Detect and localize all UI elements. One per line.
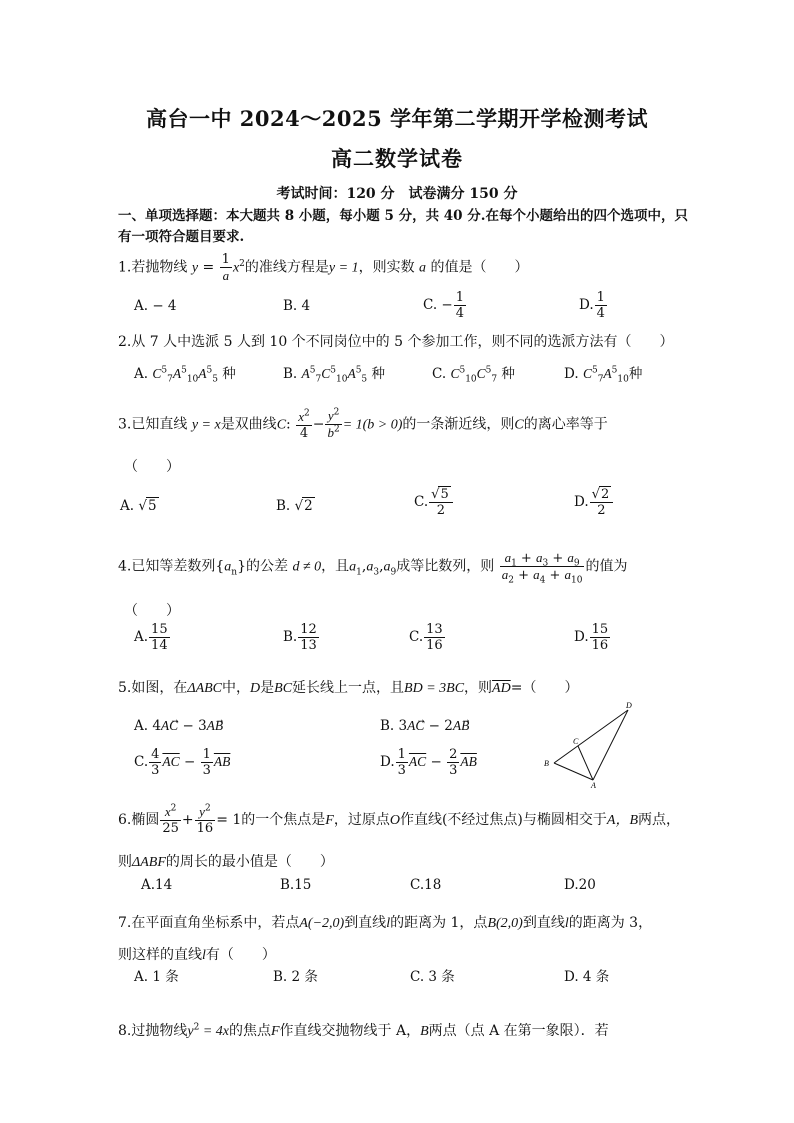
q4-option-d[interactable]: D. $\frac{15}{16}$ xyxy=(574,622,609,653)
q1-option-d[interactable]: D. $\frac{1}{4}$ xyxy=(579,290,605,321)
section-heading: 一、单项选择题：本大题共 8 小题，每小题 5 分，共 40 分.在每个小题给出的四个选项中，只有一项符合题目要求. xyxy=(118,208,688,245)
q4-option-b[interactable]: B. $\frac{12}{13}$ xyxy=(283,622,317,653)
q7-option-b[interactable]: B. 2 条 xyxy=(273,969,318,985)
q1-fraction: $\frac{1}{a}$ xyxy=(221,252,230,283)
q5-option-c[interactable]: C. $\frac{4}{3}$ $\overline{AC}$ − $\frac{1}{3}$ $\overline{AB}$ xyxy=(134,747,231,778)
q5-option-d[interactable]: D. $\frac{1}{3}$ $\overline{AC}$ − $\frac{2}{3}$ $\overline{AB}$ xyxy=(380,747,477,778)
q1-option-b[interactable]: B. 4 xyxy=(283,298,311,314)
segment-bd xyxy=(554,710,628,763)
q1-option-a[interactable]: A. − 4 xyxy=(134,298,177,314)
question-4: 4.已知等差数列$\{a_n\}$的公差 d ≠ 0，且$a_1,a_3,a_9$成等比数列，则 $\frac{a_1 + a_3 + a_9}{a_2 + a_4 + a_{10}}$ 的值为 xyxy=(118,550,628,586)
q4-option-c[interactable]: C. $\frac{13}{16}$ xyxy=(409,622,443,653)
q6-option-b[interactable]: B.15 xyxy=(280,877,312,893)
q7-option-c[interactable]: C. 3 条 xyxy=(410,969,455,985)
q2-option-c[interactable]: C. $C^5_{10}C^5_7$ 种 xyxy=(432,365,515,385)
triangle-figure xyxy=(540,700,640,790)
q3-option-c[interactable]: C. $\frac{√5}{2}$ xyxy=(414,487,454,518)
q2-option-b[interactable]: B. $A^5_7C^5_{10}A^5_5$ 种 xyxy=(283,365,385,385)
question-5: 5.如图，在ΔABC中，D是BC延长线上一点，且BD = 3BC，则$\overline{AD}=$（ ） xyxy=(118,680,579,696)
exam-subtitle: 高二数学试卷 xyxy=(331,146,463,171)
question-6: 6.椭圆 $\frac{x^2}{25}$ + $\frac{y^2}{16}$ = 1的一个焦点是F，过原点O作直线(不经过焦点)与椭圆相交于A，B两点， xyxy=(118,803,681,836)
q3-option-b[interactable]: B. √2 xyxy=(276,498,313,514)
q6-option-a[interactable]: A.14 xyxy=(141,877,173,893)
question-2: 2.从 7 人中选派 5 人到 10 个不同岗位中的 5 个参加工作，则不同的选派方法有（ ） xyxy=(118,334,674,350)
q3-option-d[interactable]: D. $\frac{√2}{2}$ xyxy=(574,487,614,518)
q3-option-a[interactable]: A. √5 xyxy=(120,498,157,514)
question-7-line-2: 则这样的直线l有（ ） xyxy=(118,947,276,963)
label-a: A xyxy=(591,781,596,790)
question-7: 7.在平面直角坐标系中，若点A(−2,0)到直线l的距离为 1，点B(2,0)到直线l的距离为 3， xyxy=(118,915,653,931)
q2-option-d[interactable]: D. $C^5_7A^5_{10}$种 xyxy=(564,365,643,385)
label-d: D xyxy=(626,701,632,710)
q4-option-a[interactable]: A. $\frac{15}{14}$ xyxy=(134,622,168,653)
question-8: 8.过抛物线$y^2 = 4x$的焦点F作直线交抛物线于 A，B两点（点 A 在第一象限）．若 xyxy=(118,1022,609,1039)
q5-option-b[interactable]: B. 3AC⃗ − 2AB xyxy=(380,718,470,734)
q2-option-a[interactable]: A. $C^5_7A^5_{10}A^5_5$ 种 xyxy=(134,365,236,385)
q6-option-c[interactable]: C.18 xyxy=(410,877,442,893)
question-1: 1.若抛物线 y = $\frac{1}{a}$ $x^2$的准线方程是y = 1，则实数 a 的值是（ ） xyxy=(118,252,529,283)
q3-answer-paren: （ ） xyxy=(124,459,180,475)
segment-ad xyxy=(593,710,628,780)
label-b: B xyxy=(544,759,549,768)
label-c: C xyxy=(573,737,579,746)
exam-title: 高台一中 2024～2025 学年第二学期开学检测考试 xyxy=(145,106,648,131)
question-6-line-2: 则ΔABF的周长的最小值是（ ） xyxy=(118,854,334,870)
q4-answer-paren: （ ） xyxy=(124,603,180,619)
question-3: 3.已知直线 y = x是双曲线C: $\frac{x^2}{4}$ − $\frac{y^2}{b^2}$ = 1(b > 0)的一条渐近线，则C的离心率等于 xyxy=(118,407,608,441)
q6-option-d[interactable]: D.20 xyxy=(564,877,596,893)
q7-option-a[interactable]: A. 1 条 xyxy=(134,969,179,985)
exam-info: 考试时间：120 分 试卷满分 150 分 xyxy=(276,186,518,202)
q5-option-a[interactable]: A. 4AC⃗ − 3AB xyxy=(134,718,224,734)
q7-option-d[interactable]: D. 4 条 xyxy=(564,969,610,985)
q1-option-c[interactable]: C. − $\frac{1}{4}$ xyxy=(423,290,465,321)
